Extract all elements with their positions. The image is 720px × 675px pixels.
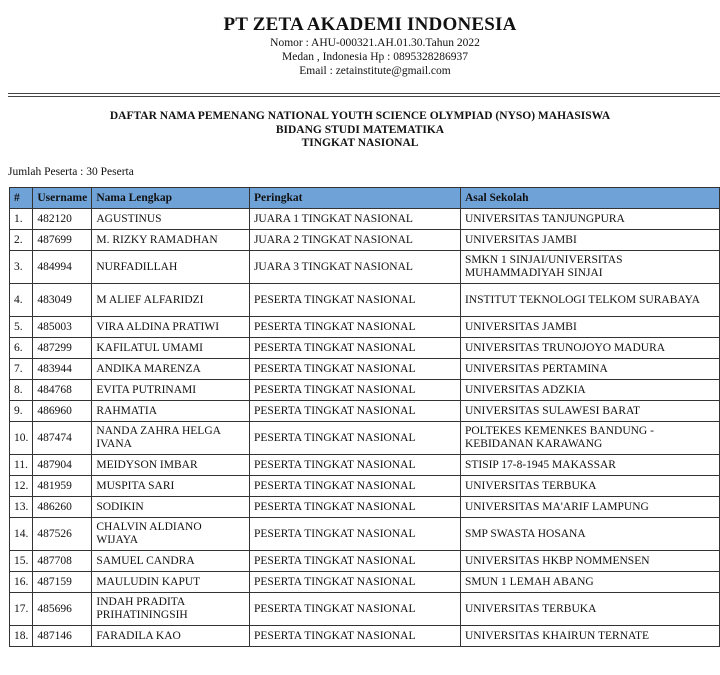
table-row [10,572,720,593]
winners-table [9,187,720,647]
cell-number: 12. [10,476,33,497]
table-row [10,593,720,626]
cell-rank: PESERTA TINGKAT NASIONAL [249,518,460,551]
cell-school: SMUN 1 LEMAH ABANG [460,572,719,593]
cell-school: UNIVERSITAS MA'ARIF LAMPUNG [460,497,719,518]
table-row [10,455,720,476]
cell-school: UNIVERSITAS TRUNOJOYO MADURA [460,338,719,359]
title-line-1: DAFTAR NAMA PEMENANG NATIONAL YOUTH SCIENCE OLYMPIAD (NYSO) MAHASISWA [109,110,611,122]
cell-school: UNIVERSITAS ADZKIA [460,380,719,401]
cell-rank: PESERTA TINGKAT NASIONAL [249,626,460,647]
cell-school: INSTITUT TEKNOLOGI TELKOM SURABAYA [460,284,719,317]
cell-full-name: NURFADILLAH [92,251,250,284]
table-row [10,551,720,572]
cell-full-name: M ALIEF ALFARIDZI [92,284,250,317]
cell-rank: PESERTA TINGKAT NASIONAL [249,572,460,593]
cell-school: UNIVERSITAS PERTAMINA [460,359,719,380]
cell-username: 487699 [33,230,92,251]
table-row [10,317,720,338]
cell-username: 487159 [33,572,92,593]
col-header-number: # [10,188,33,209]
cell-full-name: MEIDYSON IMBAR [92,455,250,476]
cell-number: 2. [10,230,33,251]
table-row [10,251,720,284]
cell-school: UNIVERSITAS TANJUNGPURA [460,209,719,230]
title-line-3: TINGKAT NASIONAL [301,137,419,149]
cell-number: 13. [10,497,33,518]
cell-number: 16. [10,572,33,593]
cell-number: 4. [10,284,33,317]
cell-rank: PESERTA TINGKAT NASIONAL [249,401,460,422]
cell-number: 17. [10,593,33,626]
table-row [10,230,720,251]
cell-number: 7. [10,359,33,380]
cell-rank: JUARA 3 TINGKAT NASIONAL [249,251,460,284]
cell-number: 15. [10,551,33,572]
cell-username: 484994 [33,251,92,284]
cell-school: UNIVERSITAS TERBUKA [460,593,719,626]
cell-number: 18. [10,626,33,647]
cell-full-name: M. RIZKY RAMADHAN [92,230,250,251]
cell-rank: PESERTA TINGKAT NASIONAL [249,551,460,572]
cell-username: 481959 [33,476,92,497]
cell-full-name: SAMUEL CANDRA [92,551,250,572]
cell-full-name: EVITA PUTRINAMI [92,380,250,401]
cell-number: 5. [10,317,33,338]
cell-rank: PESERTA TINGKAT NASIONAL [249,284,460,317]
table-row [10,422,720,455]
cell-full-name: SODIKIN [92,497,250,518]
cell-username: 487904 [33,455,92,476]
cell-full-name: ANDIKA MARENZA [92,359,250,380]
cell-username: 482120 [33,209,92,230]
table-row [10,284,720,317]
cell-username: 487146 [33,626,92,647]
cell-school: UNIVERSITAS TERBUKA [460,476,719,497]
cell-school: UNIVERSITAS HKBP NOMMENSEN [460,551,719,572]
cell-rank: PESERTA TINGKAT NASIONAL [249,359,460,380]
cell-rank: PESERTA TINGKAT NASIONAL [249,338,460,359]
table-row [10,401,720,422]
cell-school: UNIVERSITAS KHAIRUN TERNATE [460,626,719,647]
table-row [10,380,720,401]
cell-username: 485003 [33,317,92,338]
cell-username: 487474 [33,422,92,455]
cell-school: UNIVERSITAS SULAWESI BARAT [460,401,719,422]
table-header-row [10,188,720,209]
document-title [0,110,720,151]
cell-username: 487299 [33,338,92,359]
cell-username: 483944 [33,359,92,380]
cell-rank: JUARA 2 TINGKAT NASIONAL [249,230,460,251]
cell-school: SMP SWASTA HOSANA [460,518,719,551]
cell-rank: PESERTA TINGKAT NASIONAL [249,497,460,518]
cell-number: 11. [10,455,33,476]
table-body [10,209,720,647]
email: Email : zetainstitute@gmail.com [299,65,451,77]
cell-full-name: RAHMATIA [92,401,250,422]
cell-number: 1. [10,209,33,230]
table-row [10,359,720,380]
cell-number: 14. [10,518,33,551]
table-row [10,338,720,359]
header-divider-secondary [8,96,720,97]
cell-number: 8. [10,380,33,401]
cell-username: 484768 [33,380,92,401]
cell-full-name: KAFILATUL UMAMI [92,338,250,359]
cell-rank: JUARA 1 TINGKAT NASIONAL [249,209,460,230]
city-phone: Medan , Indonesia Hp : 0895328286937 [282,51,468,63]
cell-rank: PESERTA TINGKAT NASIONAL [249,317,460,338]
cell-username: 487708 [33,551,92,572]
cell-rank: PESERTA TINGKAT NASIONAL [249,593,460,626]
col-header-school: Asal Sekolah [460,188,719,209]
organization-name: PT ZETA AKADEMI INDONESIA [223,14,517,35]
cell-rank: PESERTA TINGKAT NASIONAL [249,422,460,455]
cell-number: 9. [10,401,33,422]
cell-school: SMKN 1 SINJAI/UNIVERSITAS MUHAMMADIYAH SINJAI [460,251,719,284]
cell-school: UNIVERSITAS JAMBI [460,317,719,338]
title-line-2: BIDANG STUDI MATEMATIKA [275,123,445,136]
cell-username: 485696 [33,593,92,626]
cell-full-name: INDAH PRADITA PRIHATININGSIH [92,593,250,626]
cell-rank: PESERTA TINGKAT NASIONAL [249,380,460,401]
cell-school: UNIVERSITAS JAMBI [460,230,719,251]
cell-full-name: CHALVIN ALDIANO WIJAYA [92,518,250,551]
cell-username: 486960 [33,401,92,422]
col-header-username: Username [33,188,92,209]
table-row [10,518,720,551]
cell-username: 483049 [33,284,92,317]
table-row [10,626,720,647]
cell-full-name: NANDA ZAHRA HELGA IVANA [92,422,250,455]
cell-full-name: FARADILA KAO [92,626,250,647]
table-row [10,476,720,497]
cell-full-name: VIRA ALDINA PRATIWI [92,317,250,338]
registration-number: Nomor : AHU-000321.AH.01.30.Tahun 2022 [270,37,480,49]
letterhead [0,0,720,78]
cell-full-name: AGUSTINUS [92,209,250,230]
cell-school: STISIP 17-8-1945 MAKASSAR [460,455,719,476]
cell-number: 3. [10,251,33,284]
header-divider [8,93,720,94]
cell-number: 10. [10,422,33,455]
cell-username: 486260 [33,497,92,518]
table-row [10,497,720,518]
cell-school: POLTEKES KEMENKES BANDUNG - KEBIDANAN KARAWANG [460,422,719,455]
cell-username: 487526 [33,518,92,551]
table-row [10,209,720,230]
participant-count: Jumlah Peserta : 30 Peserta [8,166,134,178]
col-header-full-name: Nama Lengkap [92,188,250,209]
cell-rank: PESERTA TINGKAT NASIONAL [249,455,460,476]
cell-full-name: MAULUDIN KAPUT [92,572,250,593]
cell-full-name: MUSPITA SARI [92,476,250,497]
cell-rank: PESERTA TINGKAT NASIONAL [249,476,460,497]
cell-number: 6. [10,338,33,359]
col-header-rank: Peringkat [249,188,460,209]
